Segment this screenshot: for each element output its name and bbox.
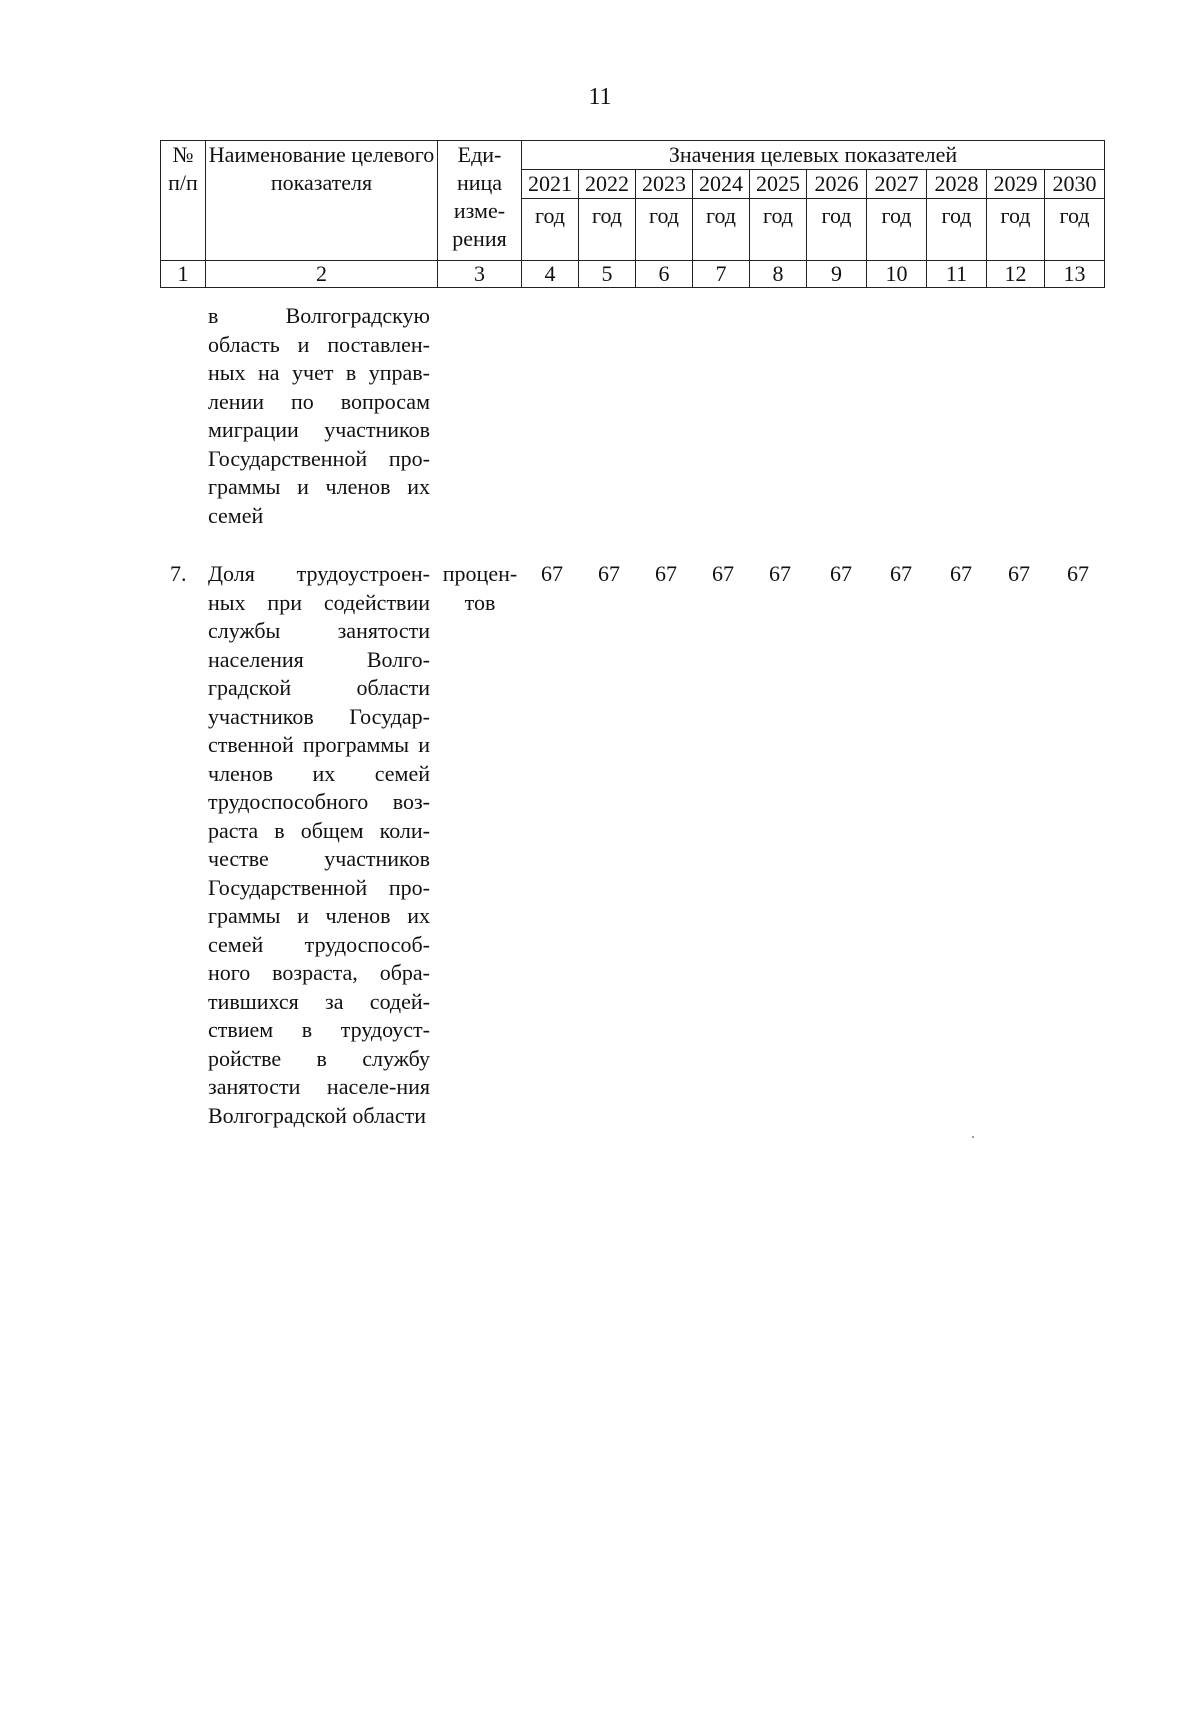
scan-speck [972, 1136, 974, 1138]
indicator-value-2022: 67 [598, 561, 620, 586]
column-number: 5 [579, 261, 636, 288]
header-year-unit: год [579, 199, 636, 261]
column-number: 10 [867, 261, 927, 288]
header-year: 2025 [750, 170, 807, 199]
column-number: 9 [807, 261, 867, 288]
column-number: 2 [206, 261, 438, 288]
page-number: 11 [588, 84, 612, 110]
header-year-unit: год [807, 199, 867, 261]
column-number: 6 [636, 261, 693, 288]
header-year-unit: год [636, 199, 693, 261]
header-year: 2029 [987, 170, 1045, 199]
header-year: 2030 [1045, 170, 1105, 199]
header-year: 2028 [927, 170, 987, 199]
header-year-unit: год [867, 199, 927, 261]
indicator-value-2026: 67 [830, 561, 852, 586]
header-year: 2021 [522, 170, 579, 199]
column-number: 12 [987, 261, 1045, 288]
column-number: 11 [927, 261, 987, 288]
header-year-unit: год [693, 199, 750, 261]
indicator-value-2029: 67 [1008, 561, 1030, 586]
header-year: 2026 [807, 170, 867, 199]
indicator-value-2024: 67 [712, 561, 734, 586]
indicator-value-2028: 67 [950, 561, 972, 586]
continued-indicator-text: в Волгоградскую область и поставлен-ных на учет в управ-лении по вопросам миграции участников Государственной про-граммы и членов их семей [208, 303, 430, 528]
indicator-unit: процен-тов [442, 561, 518, 615]
header-year-unit: год [522, 199, 579, 261]
indicator-value-2025: 67 [769, 561, 791, 586]
header-col-values: Значения целевых показателей [522, 141, 1105, 170]
header-year-unit: год [927, 199, 987, 261]
indicator-value-2021: 67 [541, 561, 563, 586]
header-year: 2023 [636, 170, 693, 199]
column-number: 7 [693, 261, 750, 288]
column-number: 4 [522, 261, 579, 288]
indicator-value-2030: 67 [1067, 561, 1089, 586]
header-col-unit: Еди-ница изме-рения [438, 141, 522, 261]
header-year: 2022 [579, 170, 636, 199]
indicator-table-header [160, 140, 1105, 288]
indicator-value-2023: 67 [655, 561, 677, 586]
header-year-unit: год [987, 199, 1045, 261]
header-year-unit: год [750, 199, 807, 261]
header-col-num: № п/п [161, 141, 206, 261]
header-year: 2027 [867, 170, 927, 199]
indicator-name: Доля трудоустроен-ных при содействии службы занятости населения Волго-градской области участников Государ-ственной программы и членов их семей трудоспособного воз-раста в общем коли-честве участников Государственной про-граммы и членов их семей трудоспособ-ного возраста, обра-тившихся за содей-ствием в трудоуст-ройстве в службу занятости населе-ния Волгоградской области [208, 561, 430, 1128]
header-col-name: Наименование целевого показателя [206, 141, 438, 261]
column-number: 8 [750, 261, 807, 288]
column-number: 13 [1045, 261, 1105, 288]
indicator-value-2027: 67 [890, 561, 912, 586]
indicator-number: 7. [170, 561, 187, 586]
column-number: 1 [161, 261, 206, 288]
header-year-unit: год [1045, 199, 1105, 261]
column-number: 3 [438, 261, 522, 288]
header-year: 2024 [693, 170, 750, 199]
